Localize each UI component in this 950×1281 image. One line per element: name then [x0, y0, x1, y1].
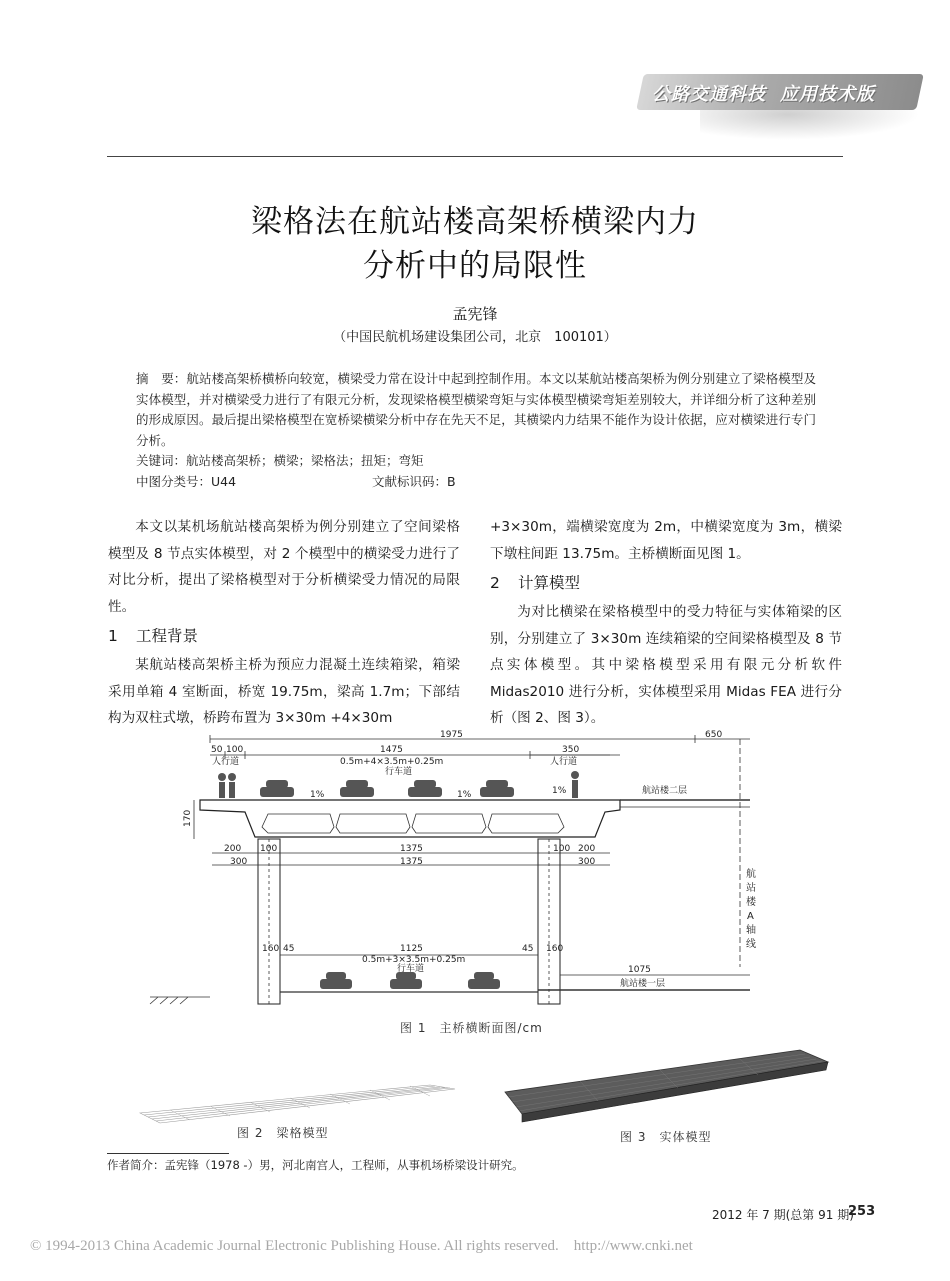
dim-span-a: 1375	[400, 844, 423, 854]
document-code: 文献标识码：B	[372, 474, 456, 489]
dim-span-b: 1375	[400, 857, 423, 867]
dim-right-ext: 650	[705, 730, 723, 740]
dim-300: 300	[230, 857, 248, 867]
section-1-number: 1	[108, 627, 118, 645]
label-roadway-top: 行车道	[385, 767, 413, 777]
body-column-left	[108, 514, 460, 732]
axis-label-char: 楼	[746, 897, 756, 908]
paper-title-line-1: 梁格法在航站楼高架桥横梁内力	[251, 204, 699, 240]
dim-col160-right: 160	[546, 944, 564, 954]
figure-1-cross-section	[150, 727, 756, 1012]
top-rule	[107, 156, 843, 157]
journal-name: 公路交通科技	[652, 84, 766, 105]
section-1-paragraph: 某航站楼高架桥主桥为预应力混凝土连续箱梁，箱梁采用单箱 4 室断面，桥宽 19.75m，梁高 1.7m；下部结构为双柱式墩，桥跨布置为 3×30m +4×30m	[108, 657, 460, 726]
paper-title-line-2: 分析中的局限性	[363, 248, 587, 284]
axis-label-char: 站	[746, 883, 756, 894]
issue-info: 2012 年 7 期(总第 91 期)	[712, 1208, 854, 1222]
figure-1-caption: 图 1 主桥横断面图/cm	[400, 1021, 543, 1035]
label-roadway-bottom: 行车道	[397, 964, 425, 974]
dim-lower-ext: 1075	[628, 965, 651, 975]
dim-under-formula: 0.5m+3×3.5m+0.25m	[362, 955, 466, 965]
section-2-number: 2	[490, 574, 500, 592]
axis-label-char: 轴	[746, 925, 756, 936]
dim-200: 200	[224, 844, 242, 854]
dim-col160-left: 160	[262, 944, 280, 954]
dim-deck: 1475	[380, 745, 403, 755]
author-name: 孟宪锋	[452, 305, 498, 323]
footnote-rule	[107, 1153, 229, 1154]
dim-height: 170	[183, 809, 193, 827]
dim-under-width: 1125	[400, 944, 423, 954]
dim-col45-right: 45	[522, 944, 534, 954]
clc-number: 中图分类号：U44	[136, 474, 237, 489]
label-terminal-floor-2: 航站楼二层	[642, 786, 688, 796]
copyright-watermark: © 1994-2013 China Academic Journal Electronic Publishing House. All rights reserved. http://www.cnki.net	[30, 1238, 693, 1254]
journal-edition: 应用技术版	[780, 84, 875, 105]
section-1-continued: +3×30m，端横梁宽度为 2m，中横梁宽度为 3m，横梁下墩柱间距 13.75m。主桥横断面见图 1。	[490, 519, 842, 562]
journal-banner-text	[652, 80, 912, 108]
dim-100: 100	[260, 844, 278, 854]
axis-label-char: 航	[746, 869, 756, 880]
label-slope-1: 1%	[310, 790, 325, 800]
abstract: 摘 要：航站楼高架桥横桥向较宽，横梁受力常在设计中起到控制作用。本文以某航站楼高架桥为例分别建立了梁格模型及实体模型，并对横梁受力进行了有限元分析，发现梁格模型横梁弯矩与实体模型横梁弯矩差别较大，并详细分析了这种差别的形成原因。最后提出梁格模型在宽桥梁横梁分析中存在先天不足，其横梁内力结果不能作为设计依据，应对横梁进行专门分析。	[136, 371, 816, 448]
dim-r100: 100	[553, 844, 571, 854]
page-number: 253	[848, 1204, 876, 1219]
header-banner-shadow	[700, 108, 920, 140]
label-sidewalk-left: 人行道	[212, 757, 240, 767]
intro-paragraph: 本文以某机场航站楼高架桥为例分别建立了空间梁格模型及 8 节点实体模型，对 2 个模型中的横梁受力进行了对比分析，提出了梁格模型对于分析横梁受力情况的局限性。	[108, 519, 460, 615]
dim-left-a: 50	[211, 745, 223, 755]
figure-2-caption: 图 2 梁格模型	[237, 1126, 329, 1140]
figure-3-caption: 图 3 实体模型	[620, 1130, 712, 1144]
author-footnote: 作者简介：孟宪锋（1978 -）男，河北南宫人，工程师，从事机场桥梁设计研究。	[107, 1158, 524, 1172]
author-affiliation: （中国民航机场建设集团公司，北京 100101）	[333, 330, 617, 345]
figure-3-solid-model	[500, 1050, 830, 1135]
section-1-heading	[108, 622, 460, 650]
dim-lane-formula: 0.5m+4×3.5m+0.25m	[340, 757, 444, 767]
dim-left-b: 100	[226, 745, 244, 755]
dim-r200: 200	[578, 844, 596, 854]
label-terminal-floor-1: 航站楼一层	[620, 979, 666, 989]
dim-total-width: 1975	[440, 730, 463, 740]
section-1-title: 工程背景	[136, 627, 199, 645]
dim-col45-left: 45	[283, 944, 295, 954]
section-2-paragraph: 为对比横梁在梁格模型中的受力特征与实体箱梁的区别，分别建立了 3×30m 连续箱梁的空间梁格模型及 8 节点实体模型。其中梁格模型采用有限元分析软件 Midas2010 进行分析，实体模型采用 Midas FEA 进行分析（图 2、图 3）。	[490, 604, 842, 726]
section-2-title: 计算模型	[518, 574, 581, 592]
label-slope-2: 1%	[457, 790, 472, 800]
keywords: 关键词：航站楼高架桥；横梁；梁格法；扭矩；弯矩	[136, 453, 424, 468]
body-column-right	[490, 514, 842, 732]
section-2-heading	[490, 569, 842, 597]
axis-label-char: 线	[746, 939, 756, 950]
label-sidewalk-right: 人行道	[550, 757, 578, 767]
label-slope-3: 1%	[552, 786, 567, 796]
dim-r300: 300	[578, 857, 596, 867]
dim-right-walk: 350	[562, 745, 580, 755]
axis-label-char: A	[747, 911, 754, 922]
